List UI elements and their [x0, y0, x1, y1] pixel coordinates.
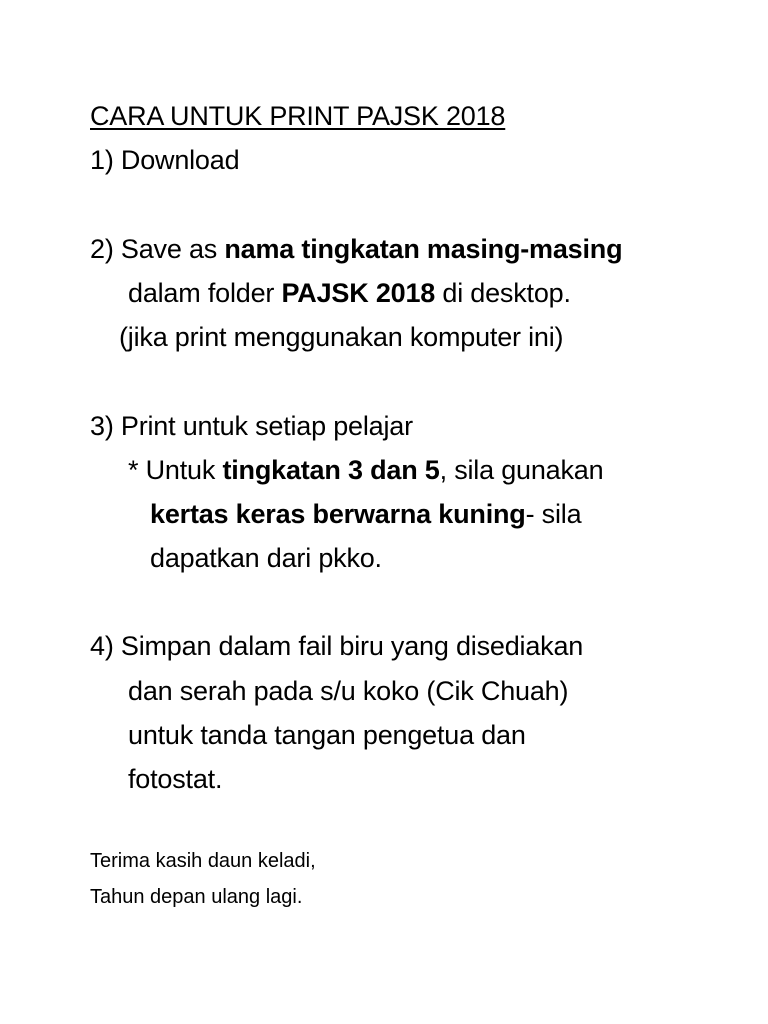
step-3-suffix: , sila gunakan: [439, 455, 604, 485]
step-3-bold-kertas: kertas keras berwarna kuning: [150, 499, 526, 529]
closing-line-1: Terima kasih daun keladi,: [90, 850, 316, 872]
step-1: 1) Download: [90, 145, 240, 175]
step-3-line-3: [150, 498, 581, 530]
step-3-line-4: dapatkan dari pkko.: [150, 543, 382, 573]
step-4-line-4: fotostat.: [128, 764, 223, 794]
step-3-prefix: * Untuk: [128, 455, 223, 485]
step-4-line-3: untuk tanda tangan pengetua dan: [128, 720, 526, 750]
step-3-line-3-suffix: - sila: [525, 499, 582, 529]
step-3-bold-tingkatan: tingkatan 3 dan 5: [222, 455, 440, 485]
step-2-bold-tingkatan: nama tingkatan masing-masing: [224, 234, 623, 264]
closing-line-2: Tahun depan ulang lagi.: [90, 886, 303, 908]
step-4-line-2: dan serah pada s/u koko (Cik Chuah): [128, 676, 569, 706]
step-3-line-1: 3) Print untuk setiap pelajar: [90, 411, 413, 441]
step-2-line-3: (jika print menggunakan komputer ini): [119, 322, 564, 352]
step-2-prefix: 2) Save as: [90, 234, 225, 264]
step-2-folder-suffix: di desktop.: [435, 278, 571, 308]
step-2-line-1: [90, 233, 622, 265]
step-2-line-2: [128, 277, 571, 309]
step-4-line-1: 4) Simpan dalam fail biru yang disediakan: [90, 631, 584, 661]
step-3-line-2: [128, 454, 603, 486]
step-2-bold-folder: PAJSK 2018: [281, 278, 436, 308]
step-2-folder-prefix: dalam folder: [128, 278, 282, 308]
page-title: CARA UNTUK PRINT PAJSK 2018: [90, 101, 506, 131]
